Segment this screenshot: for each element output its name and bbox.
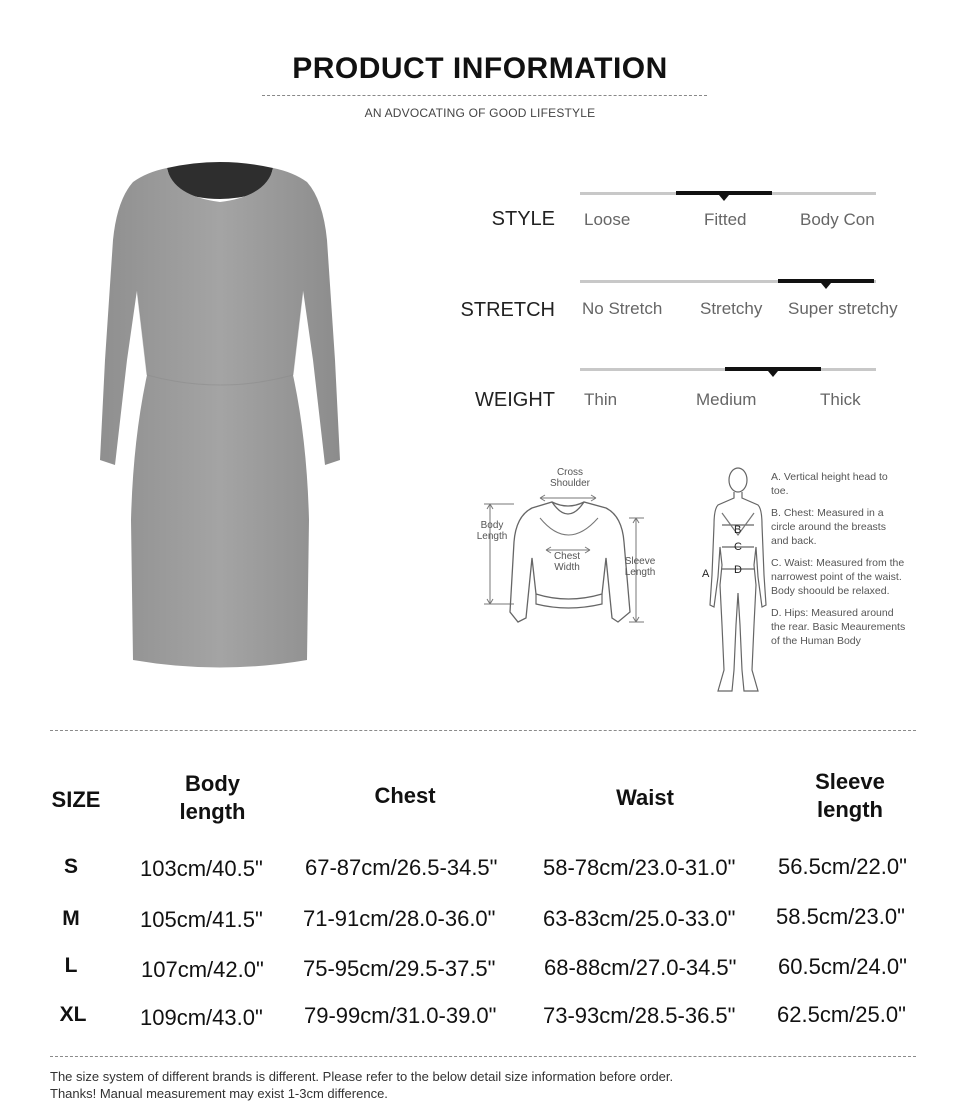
scale-option: Loose [584, 210, 631, 229]
dress-product-image [95, 160, 345, 675]
chest-width-label: Chest Width [553, 551, 581, 573]
scale-option: Super stretchy [788, 299, 898, 318]
table-cell: 107cm/42.0" [141, 957, 264, 982]
measure-letter-c: C [734, 541, 742, 553]
table-cell: 79-99cm/31.0-39.0" [304, 1003, 497, 1028]
table-cell: 109cm/43.0" [140, 1005, 263, 1030]
table-header-size: SIZE [51, 787, 101, 812]
body-measurement-diagram [700, 465, 770, 700]
section-divider [50, 730, 916, 731]
table-cell: 62.5cm/25.0" [777, 1002, 906, 1027]
table-cell-size: XL [59, 1003, 87, 1026]
scale-option: No Stretch [582, 299, 663, 318]
scale-pointer-icon [821, 283, 831, 289]
measure-letter-b: B [734, 524, 742, 536]
attr-label-style: STYLE [491, 208, 555, 230]
table-cell: 63-83cm/25.0-33.0" [543, 906, 736, 931]
table-cell: 58.5cm/23.0" [776, 904, 905, 929]
measurement-legend [771, 470, 906, 656]
table-cell: 71-91cm/28.0-36.0" [303, 906, 496, 931]
attr-label-weight: WEIGHT [475, 389, 555, 411]
table-header-waist: Waist [616, 785, 674, 810]
table-cell-size: M [62, 907, 80, 930]
table-header-body-length: Body length [179, 771, 246, 824]
table-cell: 75-95cm/29.5-37.5" [303, 956, 496, 981]
measure-letter-d: D [734, 564, 742, 576]
page-title: PRODUCT INFORMATION [292, 52, 668, 85]
table-header-chest: Chest [374, 783, 436, 808]
table-cell: 56.5cm/22.0" [778, 854, 907, 879]
sleeve-length-label: Sleeve Length [624, 556, 656, 578]
scale-option: Thick [820, 390, 861, 409]
scale-pointer-icon [719, 195, 729, 201]
table-cell-size: S [63, 855, 78, 878]
page-subtitle: AN ADVOCATING OF GOOD LIFESTYLE [364, 106, 596, 120]
table-header-sleeve-length: Sleeve length [815, 769, 885, 822]
cross-shoulder-label: Cross Shoulder [549, 467, 591, 489]
attr-label-stretch: STRETCH [460, 299, 555, 321]
legend-item: A. Vertical height head to toe. [771, 471, 888, 497]
table-cell: 68-88cm/27.0-34.5" [544, 955, 737, 980]
scale-option: Stretchy [700, 299, 763, 318]
title-divider [262, 95, 707, 96]
size-note: The size system of different brands is different. Please refer to the below detail size information before order. [50, 1069, 674, 1084]
table-cell: 58-78cm/23.0-31.0" [543, 855, 736, 880]
table-cell: 73-93cm/28.5-36.5" [543, 1003, 736, 1028]
table-cell: 67-87cm/26.5-34.5" [305, 855, 498, 880]
scale-option: Body Con [800, 210, 875, 229]
body-length-label: Body Length [476, 520, 508, 542]
legend-item: D. Hips: Measured around the rear. Basic Meaurements of the Human Body [771, 607, 906, 647]
legend-item: B. Chest: Measured in a circle around the breasts and back. [771, 507, 886, 547]
table-cell: 103cm/40.5" [140, 856, 263, 881]
table-cell: 105cm/41.5" [140, 907, 263, 932]
scale-option: Medium [696, 390, 757, 409]
scale-option: Fitted [704, 210, 747, 229]
table-cell-size: L [64, 954, 78, 977]
scale-option: Thin [584, 390, 618, 409]
table-cell: 60.5cm/24.0" [778, 954, 907, 979]
measurement-note: Thanks! Manual measurement may exist 1-3cm difference. [50, 1086, 388, 1101]
measure-letter-a: A [702, 568, 710, 580]
scale-pointer-icon [768, 371, 778, 377]
legend-item: C. Waist: Measured from the narrowest point of the waist. Body shoould be relaxed. [771, 557, 905, 597]
section-divider [50, 1056, 916, 1057]
